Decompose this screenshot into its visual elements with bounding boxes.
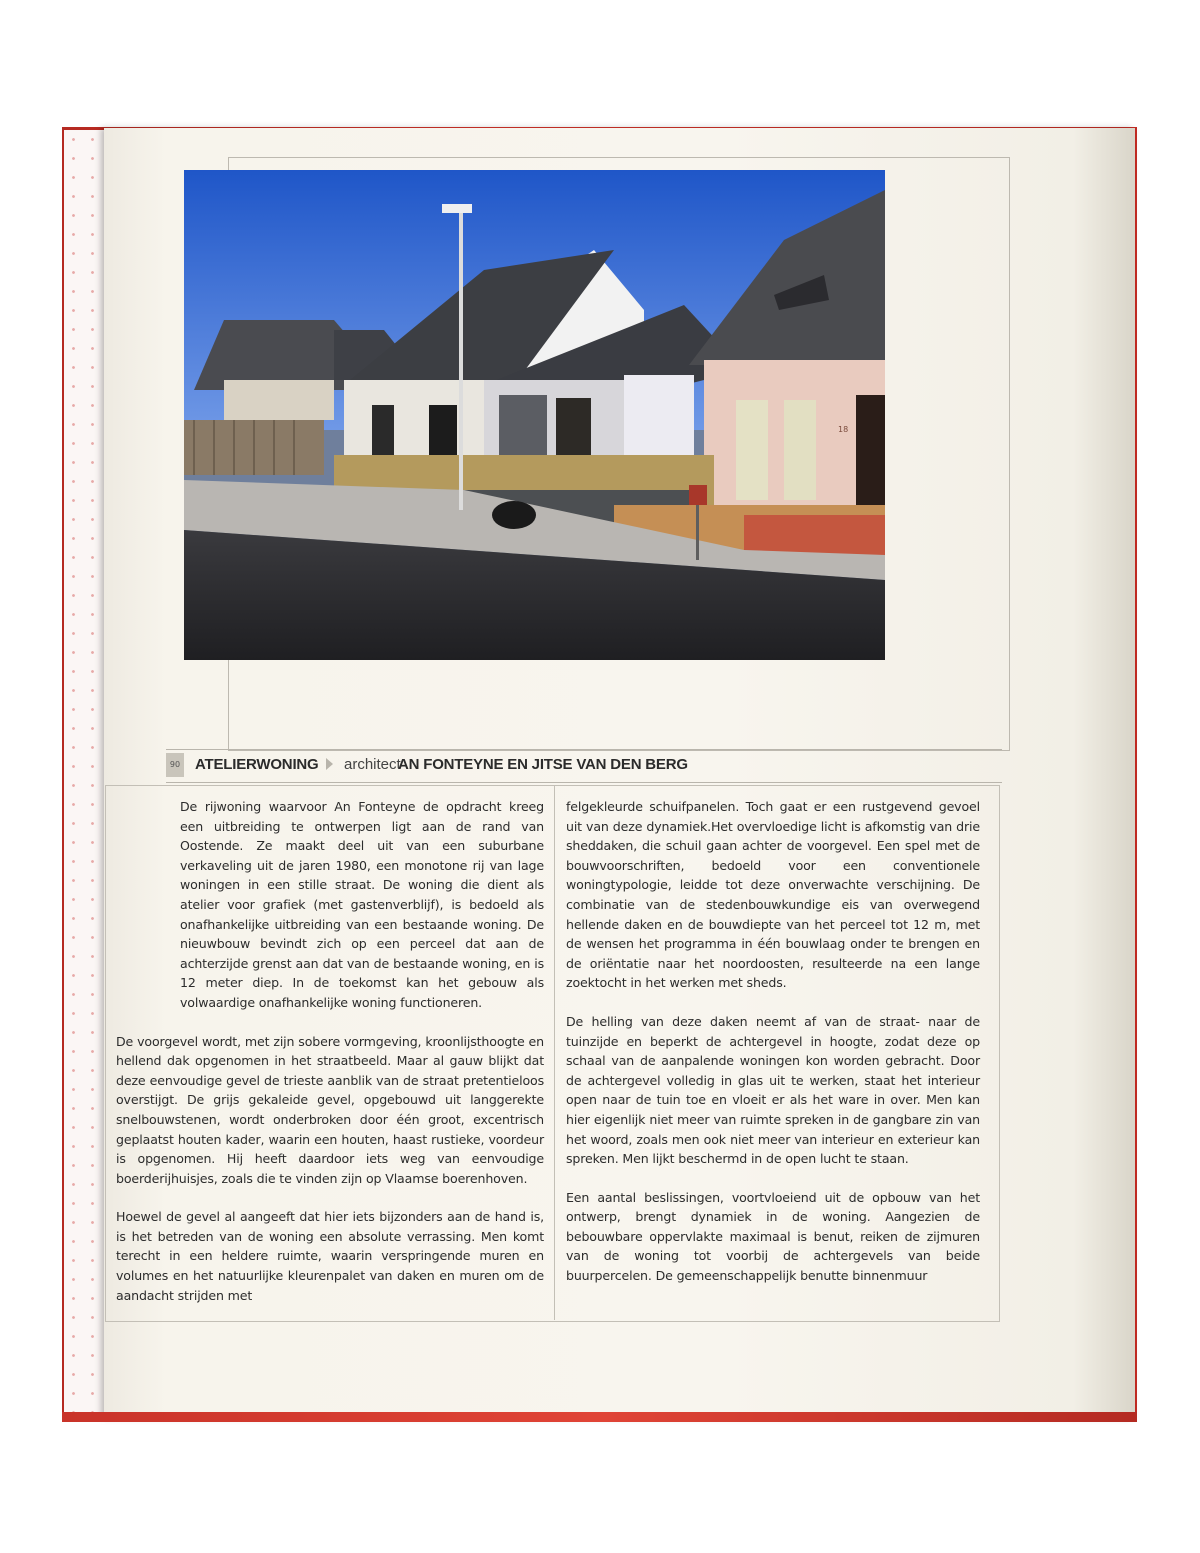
paragraph: Hoewel de gevel al aangeeft dat hier iets bijzonders aan de hand is, is het betreden van de woning een absolute verrassing. Men komt terecht in een heldere ruimte, waarin verspringende muren en volumes en het natuurlijke kleurenpalet van daken en muren om de aandacht strijden met	[116, 1209, 544, 1303]
right-column	[566, 797, 980, 1305]
paragraph: De voorgevel wordt, met zijn sobere vormgeving, kroonlijsthoogte en hellend dak opgenomen in het straatbeeld. Maar al gauw blijkt dat deze eenvoudige gevel de trieste aanblik van de straat pretentieloos overstijgt. De grijs gekaleide gevel, opgebouwd uit langgerekte snelbouwstenen, wordt onderbroken door één groot, excentrisch geplaatst houten kader, waarin een houten, haast rustieke, voordeur is opgenomen. Hij heeft daardoor iets weg van eenvoudige boerderijhuisjes, zoals die te vinden zijn op Vlaamse boerenhoven.	[116, 1033, 544, 1186]
architect-label: architect	[344, 756, 401, 773]
architect-names: AN FONTEYNE EN JITSE VAN DEN BERG	[398, 756, 688, 773]
triangle-right-icon	[326, 758, 333, 770]
left-column	[116, 797, 544, 1324]
cover-bottom-edge	[62, 1412, 1137, 1422]
paragraph: De rijwoning waarvoor An Fonteyne de opdracht kreeg een uitbreiding te ontwerpen ligt aan de rand van Oostende. Ze maakt deel uit van een suburbane verkaveling uit de jaren 1980, een monotone rij van lage woningen in een stille straat. De woning die dient als atelier voor grafiek (met gastenverblijf), is bedoeld als onafhankelijke uitbreiding van een bestaande woning. De nieuwbouw bevindt zich op een perceel dat aan de achterzijde grenst aan dat van de bestaande woning, en is 12 meter diep. In de toekomst kan het gebouw als volwaardige onafhankelijke woning functioneren.	[180, 799, 544, 1010]
article-title: ATELIERWONING	[195, 756, 319, 773]
house-number: 18	[838, 425, 849, 434]
paragraph: felgekleurde schuifpanelen. Toch gaat er een rustgevend gevoel uit van deze dynamiek.Het overvloedige licht is afkomstig van drie sheddaken, die schuil gaan achter de voorgevel. Een spel met de bouwvoorschriften, bedoeld voor een conventionele woningtypologie, leidde tot deze onverwachte verschijning. De combinatie van de stedenbouwkundige eis van overwegend hellende daken en de bouwdiepte van het perceel tot 12 m, met de wensen het programma in één bouwlaag onder te brengen en de oriëntatie naar het noordoosten, resulteerde na een lange zoektocht in het werken met sheds.	[566, 799, 980, 991]
street-scene-image	[184, 170, 885, 660]
paragraph: Een aantal beslissingen, voortvloeiend uit de opbouw van het ontwerp, brengt dynamiek in de woning. Aangezien de bebouwbare oppervlakte maximaal is benut, reiken de zijmuren van de woning tot voorbij de achtergevels van beide buurpercelen. De gemeenschappelijk benutte binnenmuur	[566, 1189, 980, 1284]
page-number: 90	[166, 753, 184, 777]
article-header	[166, 749, 1002, 783]
paragraph: De helling van deze daken neemt af van de straat- naar de tuinzijde en beperkt de achtergevel in hoogte, zodat deze op schaal van de aanpalende woningen kon worden gebracht. Door de achtergevel volledig in glas uit te werken, staat het interieur open naar de tuin toe en vloeit er als het ware in over. Men kan hier eigenlijk niet meer van ruimte spreken in de gangbare zin van het woord, zoals men ook niet meer van interieur en exterieur kan spreken. Men lijkt beschermd in de open lucht te staan.	[566, 1013, 980, 1167]
column-divider	[554, 785, 555, 1320]
house-photo	[184, 170, 885, 660]
